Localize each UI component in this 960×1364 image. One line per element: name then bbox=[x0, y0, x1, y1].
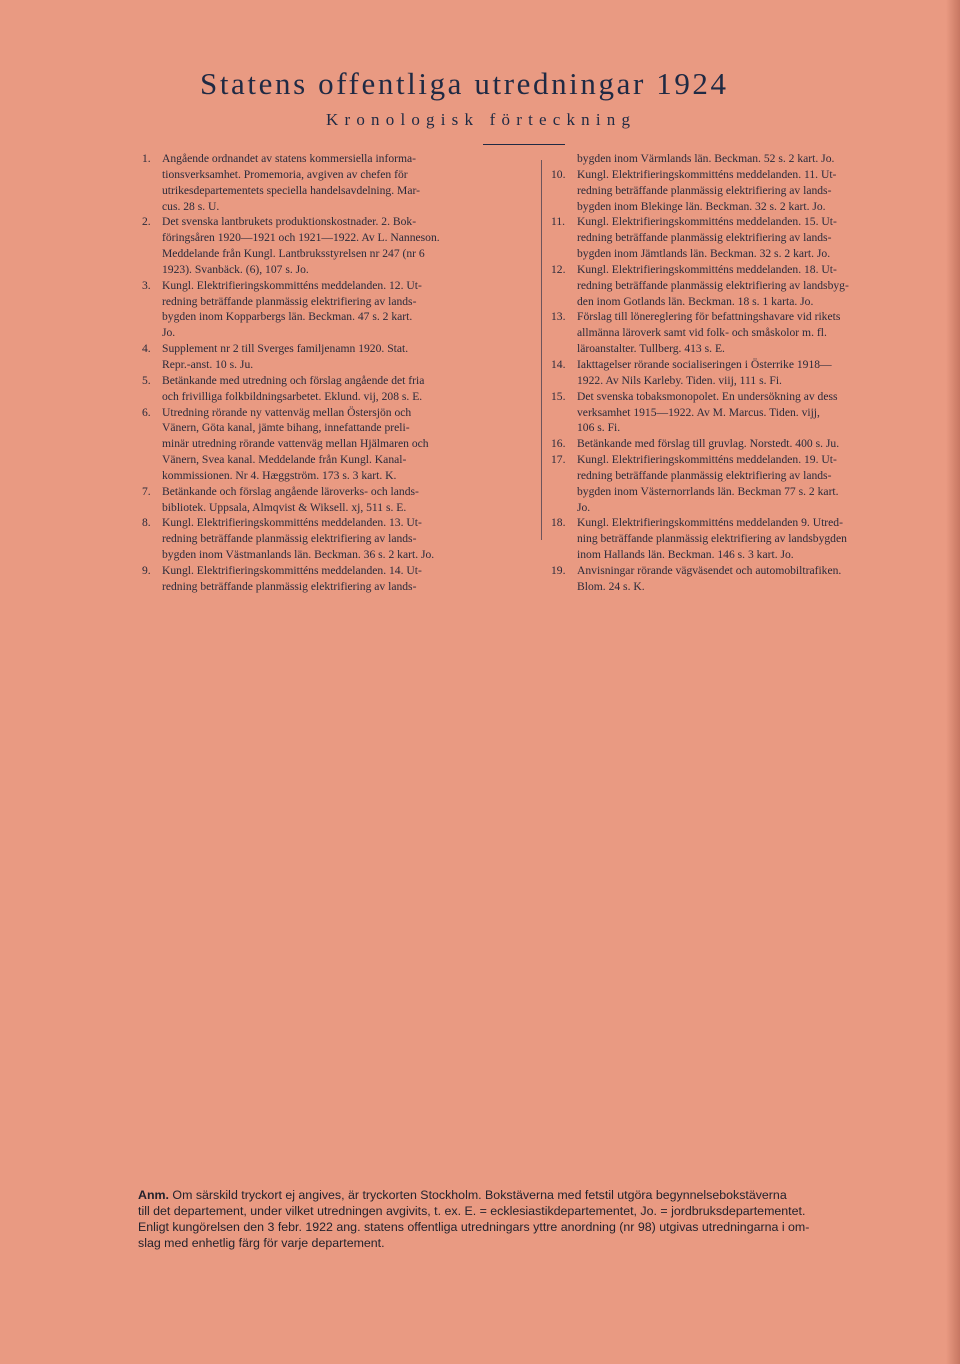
entry-text: bygden inom Värmlands län. Beckman. 52 s. 2 kart. Jo. bbox=[577, 152, 835, 165]
title-rule bbox=[483, 144, 565, 145]
entry-text: Förslag till lönereglering för befattningshavare vid rikets allmänna läroverk samt vid folk- och småskolor m. fl. läroanstalter. Tullberg. 413 s. E. bbox=[577, 310, 841, 356]
entry-text: Betänkande och förslag angående läroverks- och lands- bibliotek. Uppsala, Almqvist & Wiksell. xj, 511 s. E. bbox=[162, 484, 419, 514]
entry-text: Iakttagelser rörande socialiseringen i Österrike 1918— 1922. Av Nils Karleby. Tiden. viij, 111 s. Fi. bbox=[577, 357, 832, 387]
list-item bbox=[142, 405, 530, 484]
list-item bbox=[551, 262, 949, 310]
entry-text: Kungl. Elektrifieringskommitténs meddelanden. 13. Ut- redning beträffande planmässig elektrifiering av lands- bygden inom Västmanlands län. Beckman. 36 s. 2 kart. Jo. bbox=[162, 516, 435, 562]
list-item bbox=[142, 151, 530, 214]
list-item bbox=[142, 278, 530, 341]
list-item bbox=[551, 214, 949, 262]
entry-number: 4. bbox=[142, 342, 151, 356]
entry-number: 9. bbox=[142, 563, 151, 577]
list-item bbox=[551, 309, 949, 357]
entry-number: 19. bbox=[551, 563, 566, 577]
entry-text: Det svenska tobaksmonopolet. En undersökning av dess verksamhet 1915—1922. Av M. Marcus. Tiden. vijj, 106 s. Fi. bbox=[577, 389, 838, 435]
right-column bbox=[551, 151, 949, 595]
list-item bbox=[551, 563, 949, 595]
entry-number: 7. bbox=[142, 484, 151, 498]
entry-number: 14. bbox=[551, 357, 566, 371]
list-item bbox=[142, 563, 530, 595]
page-title: Statens offentliga utredningar 1924 bbox=[200, 66, 729, 101]
entry-text: Det svenska lantbrukets produktionskostnader. 2. Bok- föringsåren 1920—1921 och 1921—1922. Av L. Nanneson. Meddelande från Kungl. Lantbruksstyrelsen nr 247 (nr 6 1923). Svanbäck. (6), 107 s. Jo. bbox=[162, 215, 440, 276]
list-item bbox=[551, 515, 949, 563]
left-column bbox=[142, 151, 530, 595]
entry-number: 17. bbox=[551, 453, 566, 467]
entry-text: Kungl. Elektrifieringskommitténs meddelanden. 19. Ut- redning beträffande planmässig elektrifiering av lands- bygden inom Västernorrlands län. Beckman 77 s. 2 kart. Jo. bbox=[577, 453, 839, 514]
entry-number: 10. bbox=[551, 167, 566, 181]
column-divider bbox=[541, 160, 542, 540]
entry-text: Betänkande med förslag till gruvlag. Norstedt. 400 s. Ju. bbox=[577, 437, 840, 451]
entry-text: Angående ordnandet av statens kommersiella informa- tionsverksamhet. Promemoria, avgiven av chefen för utrikesdepartementets speciella handelsavdelning. Mar- cus. 28 s. U. bbox=[162, 152, 420, 213]
footnote-label: Anm. bbox=[138, 1188, 169, 1202]
entry-number: 2. bbox=[142, 215, 151, 229]
entry-text: Kungl. Elektrifieringskommitténs meddelanden 9. Utred- ning beträffande planmässig elektrifiering av landsbygden inom Hallands län. Beckman. 146 s. 3 kart. Jo. bbox=[577, 516, 847, 562]
entry-text: Utredning rörande ny vattenväg mellan Östersjön och Vänern, Göta kanal, jämte bihang, innefattande preli- minär utredning rörande vattenväg mellan Hjälmaren och Vänern, Svea kanal. Meddelande från Kungl. Kanal- kommissionen. Nr 4. Hæggström. 173 s. 3 kart. K. bbox=[162, 405, 429, 482]
entry-number: 5. bbox=[142, 373, 151, 387]
entry-number: 3. bbox=[142, 278, 151, 292]
list-item bbox=[551, 151, 949, 167]
list-item bbox=[142, 214, 530, 277]
entry-text: Kungl. Elektrifieringskommitténs meddelanden. 11. Ut- redning beträffande planmässig elektrifiering av lands- bygden inom Blekinge län. Beckman. 32 s. 2 kart. Jo. bbox=[577, 167, 837, 213]
entry-number: 1. bbox=[142, 152, 151, 165]
entry-number: 13. bbox=[551, 310, 566, 324]
list-item bbox=[551, 357, 949, 389]
list-item bbox=[551, 436, 949, 452]
entry-number: 15. bbox=[551, 389, 566, 403]
list-item bbox=[142, 341, 530, 373]
entry-text: Kungl. Elektrifieringskommitténs meddelanden. 18. Ut- redning beträffande planmässig elektrifiering av landsbyg- den inom Gotlands län. Beckman. 18 s. 1 karta. Jo. bbox=[577, 262, 849, 308]
list-item bbox=[551, 167, 949, 215]
entry-text: Anvisningar rörande vägväsendet och automobiltrafiken. Blom. 24 s. K. bbox=[577, 563, 842, 593]
entry-text: Kungl. Elektrifieringskommitténs meddelanden. 14. Ut- redning beträffande planmässig elektrifiering av lands- bbox=[162, 563, 422, 593]
footnote bbox=[138, 1188, 944, 1252]
list-item bbox=[142, 515, 530, 563]
list-item bbox=[551, 452, 949, 515]
entry-text: Kungl. Elektrifieringskommitténs meddelanden. 12. Ut- redning beträffande planmässig elektrifiering av lands- bygden inom Kopparbergs län. Beckman. 47 s. 2 kart. Jo. bbox=[162, 278, 422, 340]
entry-number: 12. bbox=[551, 262, 566, 276]
entry-number: 11. bbox=[551, 215, 566, 229]
list-item bbox=[142, 484, 530, 516]
footnote-text: Om särskild tryckort ej angives, är tryckorten Stockholm. Bokstäverna med fetstil utgöra begynnelsebokstäverna till det departement, under vilket utredningen avgivits, t. ex. E. = ecklesiastikdepartementet, Jo. = jordbruksdepartementet. Enligt kungörelsen den 3 febr. 1922 ang. statens offentliga utredningars yttre anordning (nr 98) utgivas utredningarna i om- slag med enhetlig färg för varje departement. bbox=[138, 1188, 810, 1250]
entry-number: 18. bbox=[551, 516, 566, 530]
entry-text: Kungl. Elektrifieringskommitténs meddelanden. 15. Ut- redning beträffande planmässig elektrifiering av lands- bygden inom Jämtlands län. Beckman. 32 s. 2 kart. Jo. bbox=[577, 215, 837, 261]
entry-number: 6. bbox=[142, 405, 151, 419]
entry-text: Betänkande med utredning och förslag angående det fria och frivilliga folkbildningsarbetet. Eklund. vij, 208 s. E. bbox=[162, 373, 425, 403]
list-item bbox=[142, 373, 530, 405]
page-subtitle: Kronologisk förteckning bbox=[326, 110, 637, 129]
entry-text: Supplement nr 2 till Sverges familjenamn 1920. Stat. Repr.-anst. 10 s. Ju. bbox=[162, 342, 409, 371]
entry-number: 16. bbox=[551, 437, 566, 451]
entry-number: 8. bbox=[142, 516, 151, 530]
list-item bbox=[551, 389, 949, 437]
